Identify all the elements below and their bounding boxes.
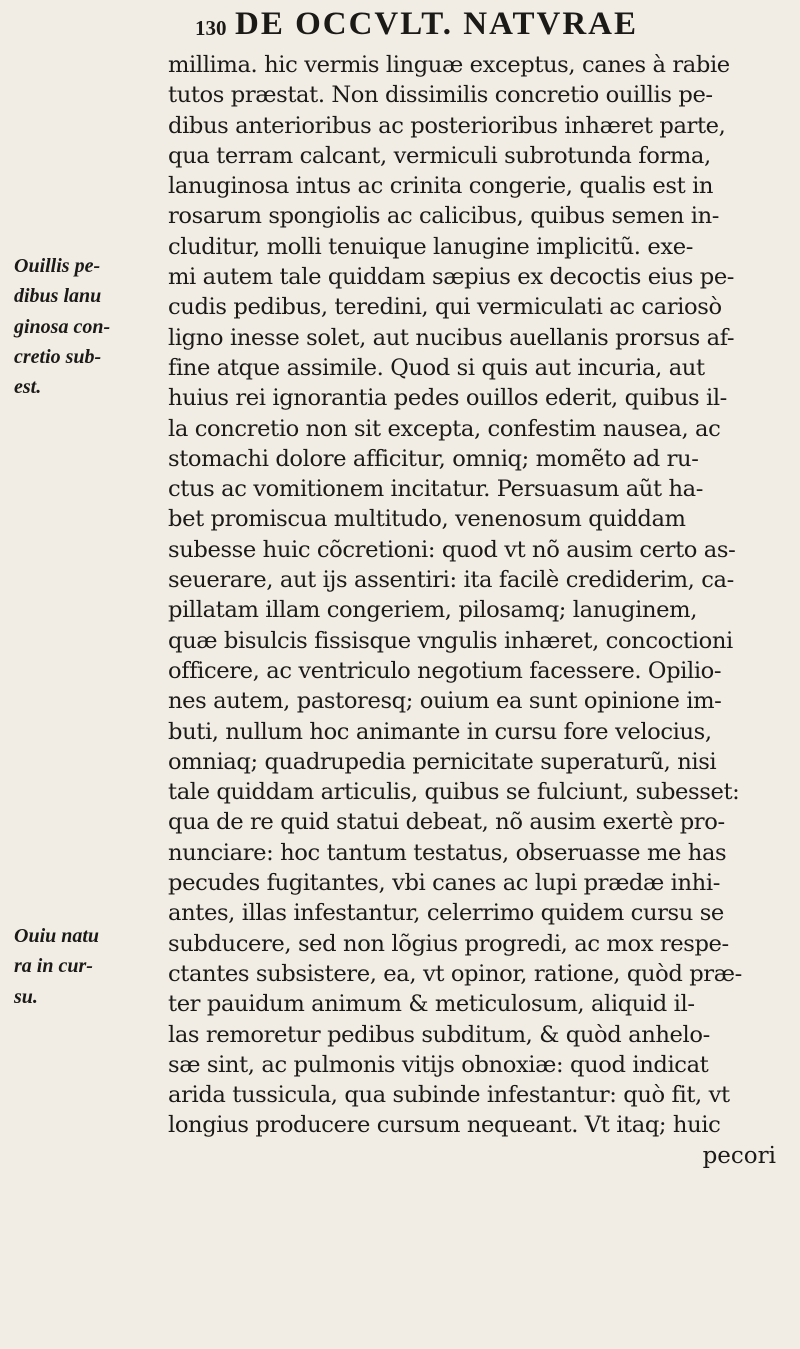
- marginal-note-line: dibus lanu: [14, 285, 102, 308]
- text-line: nunciare: hoc tantum testatus, obseruasse me has: [168, 839, 727, 866]
- text-line: fine atque assimile. Quod si quis aut incuria, aut: [168, 354, 705, 381]
- text-line: omniaq; quadrupedia pernicitate superaturũ, nisi: [168, 748, 717, 775]
- text-line: quæ bisulcis fissisque vngulis inhæret, concoctioni: [168, 627, 733, 654]
- text-line: cudis pedibus, teredini, qui vermiculati ac cariosò: [168, 294, 722, 321]
- text-line: arida tussicula, qua subinde infestantur: quò fit, vt: [168, 1082, 730, 1109]
- text-line: ctantes subsistere, ea, vt opinor, ratione, quòd præ-: [168, 960, 742, 987]
- text-line: subesse huic cõcretioni: quod vt nõ ausim certo as-: [168, 536, 736, 563]
- body-text: [168, 50, 788, 1171]
- text-line: millima. hic vermis linguæ exceptus, canes à rabie: [168, 52, 730, 78]
- marginal-note-line: est.: [14, 376, 42, 399]
- text-line: nes autem, pastoresq; ouium ea sunt opinione im-: [168, 688, 722, 715]
- marginal-note-line: su.: [14, 985, 38, 1008]
- text-line: antes, illas infestantur, celerrimo quidem cursu se: [168, 900, 724, 927]
- page-header: [195, 6, 755, 48]
- marginal-note: [14, 921, 99, 1012]
- marginal-note-line: ra in cur-: [14, 955, 93, 978]
- text-line: las remoretur pedibus subditum, & quòd anhelo-: [168, 1021, 710, 1048]
- text-line: rosarum spongiolis ac calicibus, quibus semen in-: [168, 203, 720, 230]
- running-title: DE OCCVLT. NATVRAE: [235, 6, 639, 42]
- text-line: qua terram calcant, vermiculi subrotunda forma,: [168, 142, 711, 169]
- text-line: ligno inesse solet, aut nucibus auellanis prorsus af-: [168, 324, 735, 351]
- text-line: buti, nullum hoc animante in cursu fore velocius,: [168, 718, 712, 745]
- text-line: pillatam illam congeriem, pilosamq; lanuginem,: [168, 597, 697, 624]
- text-line: sæ sint, ac pulmonis vitijs obnoxiæ: quod indicat: [168, 1051, 709, 1078]
- text-line: lanuginosa intus ac crinita congerie, qualis est in: [168, 173, 714, 200]
- text-line: stomachi dolore afficitur, omniq; momẽto ad ru-: [168, 445, 699, 472]
- text-line: mi autem tale quiddam sæpius ex decoctis eius pe-: [168, 264, 735, 291]
- page-number: 130: [195, 16, 227, 40]
- marginal-note-line: ginosa con-: [14, 315, 111, 338]
- text-line: seuerare, aut ijs assentiri: ita facilè crediderim, ca-: [168, 567, 734, 594]
- text-line: longius producere cursum nequeant. Vt itaq; huic: [168, 1112, 721, 1139]
- text-line: cluditur, molli tenuique lanugine implicitũ. exe-: [168, 233, 693, 260]
- text-line: officere, ac ventriculo negotium facessere. Opilio-: [168, 657, 722, 684]
- text-line: tutos præstat. Non dissimilis concretio ouillis pe-: [168, 82, 713, 109]
- marginal-note-line: cretio sub-: [14, 345, 102, 368]
- text-line: bet promiscua multitudo, venenosum quiddam: [168, 506, 686, 533]
- text-line: huius rei ignorantia pedes ouillos ederit, quibus il-: [168, 385, 727, 412]
- text-line: subducere, sed non lõgius progredi, ac mox respe-: [168, 930, 729, 957]
- catchword: pecori: [702, 1142, 776, 1169]
- text-line: dibus anterioribus ac posterioribus inhæret parte,: [168, 112, 726, 139]
- text-line: qua de re quid statui debeat, nõ ausim exertè pro-: [168, 809, 725, 836]
- text-line: la concretio non sit excepta, confestim nausea, ac: [168, 415, 721, 442]
- marginal-note-line: Ouillis pe-: [14, 255, 101, 277]
- text-line: ctus ac vomitionem incitatur. Persuasum aũt ha-: [168, 476, 703, 503]
- text-line: tale quiddam articulis, quibus se fulciunt, subesset:: [168, 779, 740, 806]
- text-line: pecudes fugitantes, vbi canes ac lupi prædæ inhi-: [168, 870, 720, 897]
- text-line: ter pauidum animum & meticulosum, aliquid il-: [168, 991, 695, 1018]
- marginal-note: [14, 251, 110, 402]
- marginal-note-line: Ouiu natu: [14, 925, 100, 947]
